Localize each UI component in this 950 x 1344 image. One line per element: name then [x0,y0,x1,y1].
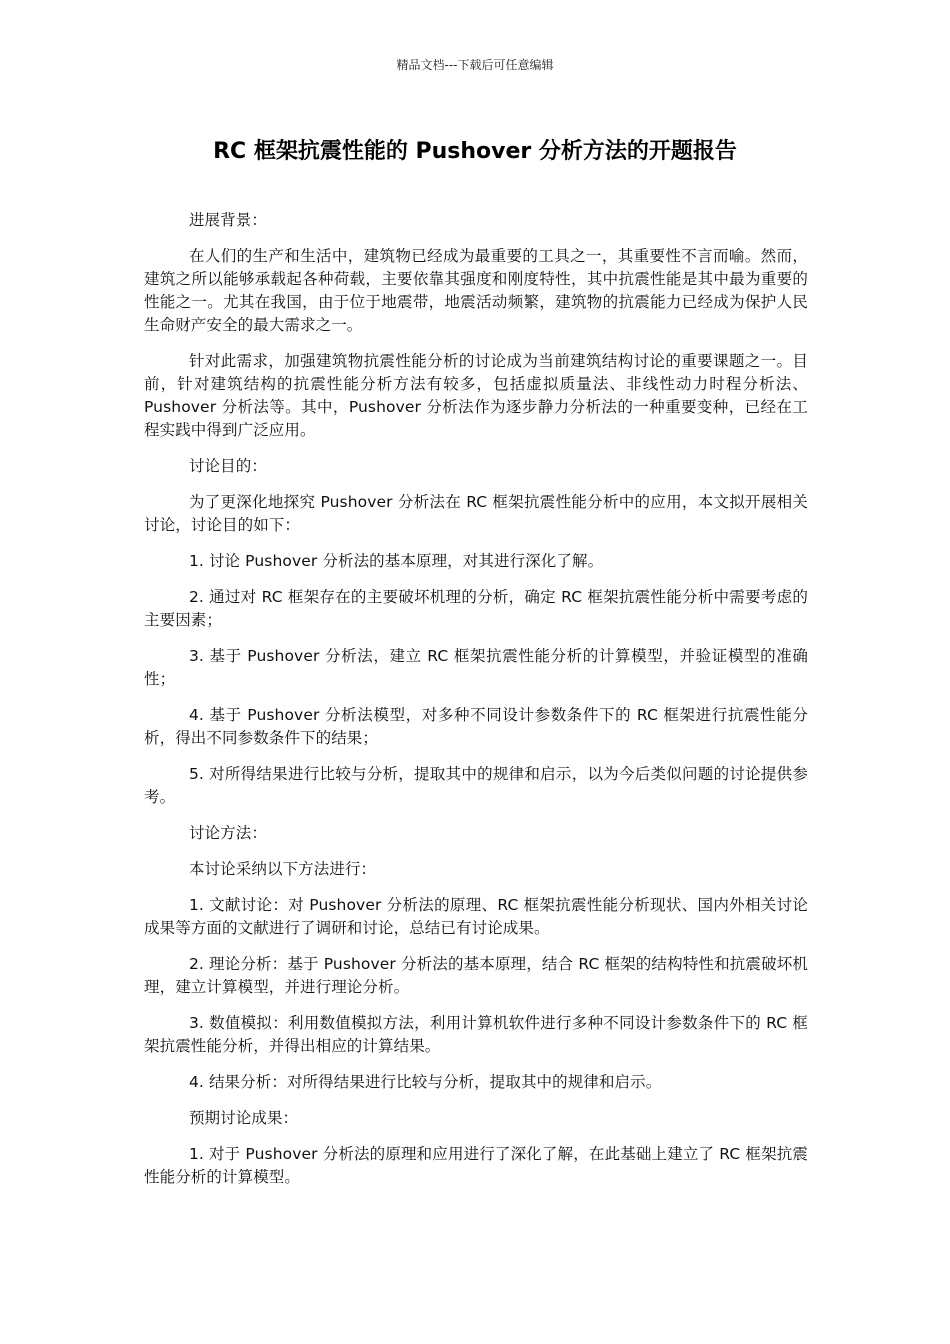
document-title: RC 框架抗震性能的 Pushover 分析方法的开题报告 [213,139,737,164]
list-item: 1. 文献讨论：对 Pushover 分析法的原理、RC 框架抗震性能分析现状、国内外相关讨论成果等方面的文献进行了调研和讨论，总结已有讨论成果。 [144,896,808,937]
list-item: 3. 基于 Pushover 分析法，建立 RC 框架抗震性能分析的计算模型，并验证模型的准确性； [144,647,808,688]
paragraph: 在人们的生产和生活中，建筑物已经成为最重要的工具之一，其重要性不言而喻。然而，建筑之所以能够承载起各种荷载，主要依靠其强度和刚度特性，其中抗震性能是其中最为重要的性能之一。尤其在我国，由于位于地震带，地震活动频繁，建筑物的抗震能力已经成为保护人民生命财产安全的最大需求之一。 [144,247,808,334]
section-heading-background: 进展背景： [188,211,267,229]
document-body [144,209,808,1202]
list-item: 1. 讨论 Pushover 分析法的基本原理，对其进行深化了解。 [188,552,604,570]
list-item: 4. 结果分析：对所得结果进行比较与分析，提取其中的规律和启示。 [188,1073,662,1091]
list-item: 3. 数值模拟：利用数值模拟方法，利用计算机软件进行多种不同设计参数条件下的 RC 框架抗震性能分析，并得出相应的计算结果。 [144,1014,808,1055]
section-heading-expected-results: 预期讨论成果： [188,1109,299,1127]
section-heading-method: 讨论方法： [188,824,267,842]
list-item: 4. 基于 Pushover 分析法模型，对多种不同设计参数条件下的 RC 框架进行抗震性能分析，得出不同参数条件下的结果； [144,706,808,747]
section-heading-purpose: 讨论目的： [188,457,267,475]
page-header-note: 精品文档---下载后可任意编辑 [396,58,554,72]
list-item: 2. 通过对 RC 框架存在的主要破坏机理的分析，确定 RC 框架抗震性能分析中需要考虑的主要因素； [144,588,808,629]
list-item: 1. 对于 Pushover 分析法的原理和应用进行了深化了解，在此基础上建立了 RC 框架抗震性能分析的计算模型。 [144,1145,808,1186]
list-item: 5. 对所得结果进行比较与分析，提取其中的规律和启示，以为今后类似问题的讨论提供参考。 [144,765,808,806]
paragraph: 为了更深化地探究 Pushover 分析法在 RC 框架抗震性能分析中的应用，本文拟开展相关讨论，讨论目的如下： [144,493,808,534]
list-item: 2. 理论分析：基于 Pushover 分析法的基本原理，结合 RC 框架的结构特性和抗震破坏机理，建立计算模型，并进行理论分析。 [144,955,808,996]
paragraph: 针对此需求，加强建筑物抗震性能分析的讨论成为当前建筑结构讨论的重要课题之一。目前，针对建筑结构的抗震性能分析方法有较多，包括虚拟质量法、非线性动力时程分析法、Pushover 分析法等。其中，Pushover 分析法作为逐步静力分析法的一种重要变种，已经在工程实践中得到广泛应用。 [144,352,808,439]
paragraph: 本讨论采纳以下方法进行： [188,860,377,878]
